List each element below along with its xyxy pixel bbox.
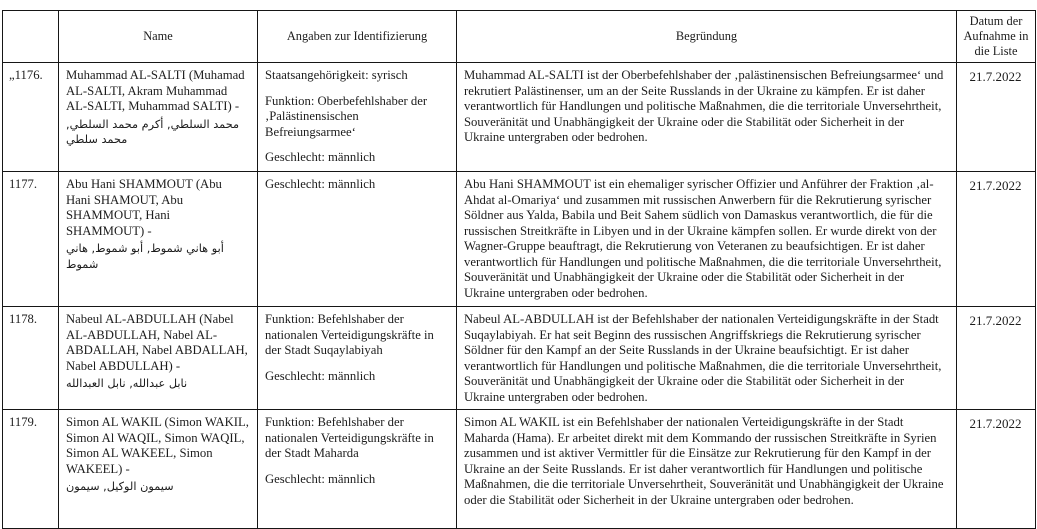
name-arabic: أبو هاني شموط, أبو شموط, هاني شموط bbox=[66, 242, 224, 271]
name-latin: Muhammad AL-SALTI (Muhamad AL-SALTI, Akram Muhammad AL-SALTI, Muhammad SALTI) - bbox=[66, 68, 245, 114]
entry-identification bbox=[258, 307, 457, 410]
entry-number: 1178. bbox=[3, 307, 59, 410]
entry-justification bbox=[457, 63, 957, 172]
sanctions-table bbox=[2, 10, 1036, 529]
entry-date: 21.7.2022 bbox=[957, 410, 1036, 529]
header-justification: Begründung bbox=[457, 11, 957, 63]
justification-text: Simon AL WAKIL ist ein Befehlshaber der nationalen Verteidigungskräfte in der Stadt Maharda (Hama). Er arbeitet direkt mit dem Kommando der russischen Streitkräfte in Syrien zusammen und ist aktiver Vermittler für die Einsätze zur Rekrutierung für den Kampf in der Ukraine an der Seite Russlands. Er ist daher verantwortlich für Handlungen und politische Maßnahmen, die die territoriale Unversehrtheit, Souveränität und Unabhängigkeit der Ukraine oder die Stabilität oder Sicherheit in der Ukraine untergraben oder bedrohen. bbox=[464, 415, 944, 507]
identification-function: Funktion: Befehlshaber der nationalen Verteidigungskräfte in der Stadt Suqaylabiyah bbox=[265, 312, 434, 358]
entry-identification bbox=[258, 172, 457, 307]
identification-function: Funktion: Befehlshaber der nationalen Verteidigungskräfte in der Stadt Maharda bbox=[265, 415, 434, 461]
entry-number: 1177. bbox=[3, 172, 59, 307]
name-arabic: سيمون الوكيل, سيمون bbox=[66, 480, 174, 494]
header-date: Datum der Aufnahme in die Liste bbox=[957, 11, 1036, 63]
identification-function: Funktion: Oberbefehlshaber der ‚Palästinensischen Befreiungsarmee‘ bbox=[265, 93, 428, 139]
justification-text: Nabeul AL-ABDULLAH ist der Befehlshaber der nationalen Verteidigungskräfte in der Stadt Suqaylabiyah. Er hat seit Beginn des russischen Angriffskriegs die Rekrutierung syrischer Söldner für den Kampf an der Seite Russlands in der Ukraine beaufsichtigt. Er ist daher verantwortlich für Handlungen und politische Maßnahmen, die die territoriale Unversehrtheit, Souveränität und Unabhängigkeit der Ukraine oder die Stabilität oder Sicherheit in der Ukraine untergraben oder bedrohen. bbox=[464, 312, 942, 404]
identification-nationality: Staatsangehörigkeit: syrisch bbox=[265, 68, 408, 83]
table-row bbox=[3, 63, 1036, 172]
entry-name bbox=[59, 307, 258, 410]
entry-name bbox=[59, 63, 258, 172]
table-row bbox=[3, 172, 1036, 307]
entry-date: 21.7.2022 bbox=[957, 307, 1036, 410]
identification-gender: Geschlecht: männlich bbox=[265, 368, 376, 383]
entry-justification bbox=[457, 172, 957, 307]
entry-justification bbox=[457, 410, 957, 529]
justification-text: Muhammad AL-SALTI ist der Oberbefehlshaber der ‚palästinensischen Befreiungsarmee‘ und rekrutiert Palästinenser, um an der Seite Russlands in der Ukraine zu kämpfen. Er ist daher verantwortlich für Handlungen und politische Maßnahmen, die die territoriale Unversehrtheit, Souveränität und Unabhängigkeit der Ukraine oder die Stabilität oder Sicherheit in der Ukraine untergraben oder bedrohen. bbox=[464, 68, 944, 145]
table-row bbox=[3, 410, 1036, 529]
header-number bbox=[3, 11, 59, 63]
entry-name bbox=[59, 172, 258, 307]
identification-gender: Geschlecht: männlich bbox=[265, 150, 376, 165]
name-arabic: نابل عبدالله, نابل العبدالله bbox=[66, 377, 188, 391]
entry-justification bbox=[457, 307, 957, 410]
name-latin: Abu Hani SHAMMOUT (Abu Hani SHAMOUT, Abu SHAMMOUT, Hani SHAMMOUT) - bbox=[66, 177, 222, 238]
header-name: Name bbox=[59, 11, 258, 63]
identification-gender: Geschlecht: männlich bbox=[265, 471, 376, 486]
entry-identification bbox=[258, 63, 457, 172]
entry-number: „1176. bbox=[3, 63, 59, 172]
justification-text: Abu Hani SHAMMOUT ist ein ehemaliger syrischer Offizier und Anführer der Fraktion ‚al-Ahdat al-Omariya‘ und zusammen mit russischen Anwerbern für die Rekrutierung syrischer Söldner aus Yalda, Babila und Beit Sahem südlich von Damaskus verantwortlich, die für die russischen Streitkräfte in Libyen und in der Ukraine kämpfen sollen. Er wurde direkt von der Wagner-Gruppe beauftragt, die Rekrutierung von Veteranen zu beaufsichtigen. Er ist daher verantwortlich für Handlungen und politische Maßnahmen, die die territoriale Unversehrtheit, Souveränität und Unabhängigkeit der Ukraine oder die Stabilität oder Sicherheit in der Ukraine untergraben oder bedrohen. bbox=[464, 177, 942, 300]
entry-date: 21.7.2022 bbox=[957, 63, 1036, 172]
header-identification: Angaben zur Identifizierung bbox=[258, 11, 457, 63]
identification-gender: Geschlecht: männlich bbox=[265, 177, 376, 192]
name-latin: Nabeul AL-ABDULLAH (Nabel AL-ABDULLAH, Nabel AL-ABDALLAH, Nabel ABDALLAH, Nabel ABDULLAH) - bbox=[66, 312, 248, 373]
entry-name bbox=[59, 410, 258, 529]
table-header-row bbox=[3, 11, 1036, 63]
table-row bbox=[3, 307, 1036, 410]
entry-identification bbox=[258, 410, 457, 529]
entry-date: 21.7.2022 bbox=[957, 172, 1036, 307]
name-arabic: محمد السلطي, أكرم محمد السلطي, محمد سلطي bbox=[66, 117, 240, 147]
name-latin: Simon AL WAKIL (Simon WAKIL, Simon Al WAQIL, Simon WAQIL, Simon AL WAKEEL, Simon WAKEEL) - bbox=[66, 415, 249, 476]
entry-number: 1179. bbox=[3, 410, 59, 529]
